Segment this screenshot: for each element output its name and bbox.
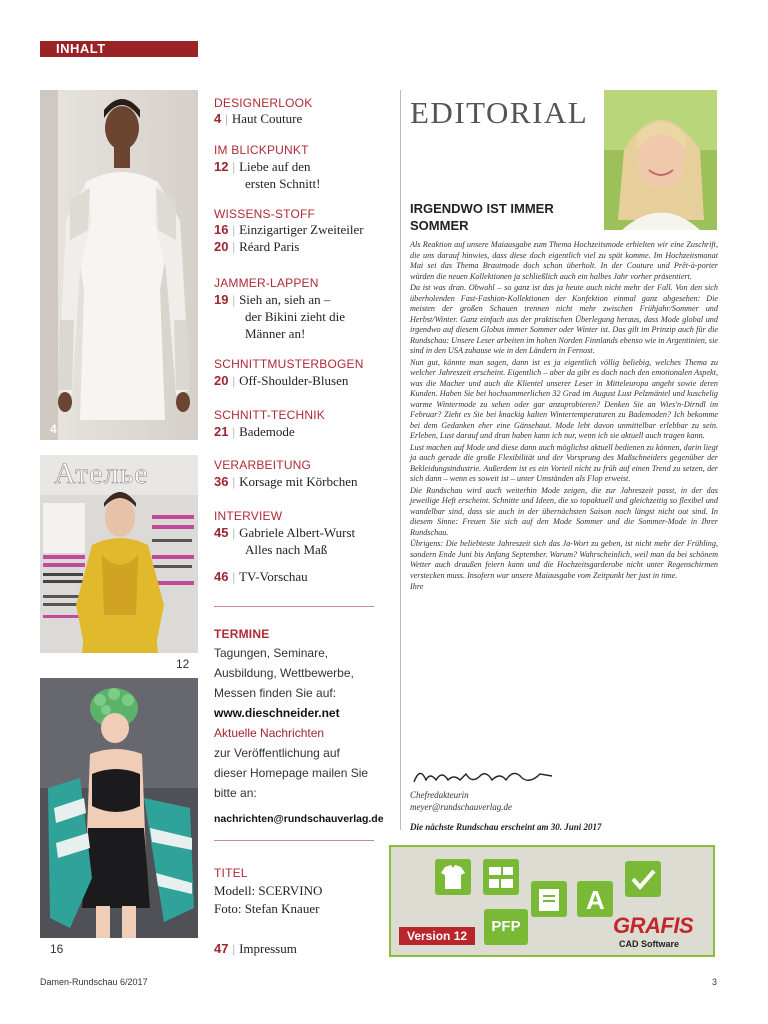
photo-magazine-cover [40, 455, 198, 653]
page-number: 3 [712, 977, 718, 987]
toc-page-number: 12 [214, 159, 229, 174]
editor-email[interactable]: meyer@rundschauverlag.de [410, 802, 513, 812]
editorial-title: EDITORIAL [410, 95, 589, 130]
section-label-wissens-stoff: WISSENS-STOFF [214, 207, 316, 221]
photo-caption: 4 [50, 422, 57, 436]
pattern-pieces-icon [483, 859, 519, 895]
toc-title-line2: Alles nach Maß [245, 542, 328, 557]
divider [214, 606, 374, 607]
editorial-headline: IRGENDWO IST IMMER SOMMER [410, 201, 554, 233]
news-heading: Aktuelle Nachrichten [214, 726, 325, 740]
photo-caption: 16 [50, 942, 64, 956]
titel-photo-credit: Foto: Stefan Knauer [214, 901, 320, 916]
letter-a-icon [577, 881, 613, 917]
editor-portrait [604, 90, 717, 230]
section-label-schnittmusterbogen: SCHNITTMUSTERBOGEN [214, 357, 364, 371]
toc-entry[interactable]: 20 | Off-Shoulder-Blusen [214, 373, 349, 388]
section-label-im-blickpunkt: IM BLICKPUNKT [214, 143, 309, 157]
next-issue-note: Die nächste Rundschau erscheint am 30. Juni 2017 [410, 822, 602, 832]
checkmark-icon [625, 861, 661, 897]
toc-page-number: 4 [214, 111, 222, 126]
editorial-paragraph: Als Reaktion auf unsere Maiausgabe zum Thema Hochzeitsmode erhielten wir eine Zuschrift, die uns darauf hinwies, dass diese doch eigentlich viel zu spät komme. Im Hochzeitsmonat Mai sei das Thema Brautmode doch schon überholt. In der Couture und Prêt-à-porter würden die neuen Kollektionen ja schließlich auch ein halbes Jahr vorher präsentiert. [410, 240, 718, 281]
version-badge: Version 12 [399, 927, 475, 945]
toc-title: Sieh an, sieh an – [239, 292, 331, 307]
grafis-logo: GRAFIS [613, 913, 694, 938]
toc-page-number: 19 [214, 292, 229, 307]
editorial-paragraph: Ihre [410, 582, 424, 591]
news-line: dieser Homepage mailen Sie [214, 766, 369, 780]
toc-page-number: 16 [214, 222, 229, 237]
toc-title: Einzigartiger Zweiteiler [239, 222, 364, 237]
editorial-body [410, 240, 718, 594]
editorial-paragraph: Übrigens: Die beliebteste Jahreszeit sich das Ja-Wort zu geben, ist nicht mehr der Frühling, sondern Ende Juni bis Anfang September. Warum? Wahrscheinlich, weil man da bei schönem Wetter auch draußen feiern kann und die Hochzeitsgarderobe nicht unter Regenschirmen verstecken muss. Insofern war unsere Maiausgabe vom Zeitpunkt her just in time. [410, 539, 718, 580]
photo-swimwear [40, 678, 198, 938]
termine-line: Tagungen, Seminare, [214, 646, 329, 660]
photo-caption: 12 [176, 657, 190, 671]
publication-footer: Damen-Rundschau 6/2017 [40, 977, 148, 987]
toc-page-number: 45 [214, 525, 229, 540]
toc-page-number: 20 [214, 373, 229, 388]
section-label-designerlook: DESIGNERLOOK [214, 96, 313, 110]
divider [214, 840, 374, 841]
toc-page-number: 46 [214, 569, 229, 584]
section-label-schnitt-technik: SCHNITT-TECHNIK [214, 408, 325, 422]
toc-entry[interactable]: 36 | Korsage mit Körbchen [214, 474, 358, 489]
toc-page-number: 47 [214, 941, 229, 956]
toc-page-number: 36 [214, 474, 229, 489]
toc-title-line2: der Bikini zieht die [245, 309, 346, 324]
toc-entry[interactable]: 47 | Impressum [214, 941, 297, 956]
news-line: zur Veröffentlichung auf [214, 746, 340, 760]
toc-title-line3: Männer an! [245, 326, 306, 341]
toc-title-line2: ersten Schnitt! [245, 176, 321, 191]
editorial-paragraph: Nun gut, könnte man sagen, dann ist es ja eigentlich völlig beliebig, welches Thema zu welcher Jahreszeit erscheint. Eigentlich – aber da gibt es doch noch den emotionalen Aspekt, was die Macher und auch die Klientel unserer Leser in Mitteleuropa angeht sowie deren Kunden. Haben Sie bei hochsommerlichen 32 Grad im August Lust Pelzmäntel und kuschelig warme Wintermode zu sehen oder gar anzuprobieren? Denken Sie an Wies'n-Dirndl im Februar? Zieht es Sie bei knackig kalten Wintertemperaturen zu Bademoden? Ich bekomme bei dem Gedanken eher eine Gänsehaut. Mode lebt davon unmittelbar erlebbar zu sein. Erleben, Lust darauf und dran haben kann ich nur, wenn ich sie aktuell auch tragen kann. [410, 357, 718, 440]
toc-title: Bademode [239, 424, 295, 439]
toc-title: TV-Vorschau [239, 569, 308, 584]
document-icon [531, 881, 567, 917]
toc-title: Off-Shoulder-Blusen [239, 373, 349, 388]
toc-entry[interactable]: 4 | Haut Couture [214, 111, 303, 126]
toc-page-number: 21 [214, 424, 229, 439]
grafis-tagline: CAD Software [619, 939, 680, 949]
toc-title: Haut Couture [231, 111, 303, 126]
svg-text:A: A [586, 885, 605, 915]
toc-entry[interactable]: 20 | Réard Paris [214, 239, 300, 254]
termine-line: Messen finden Sie auf: [214, 686, 337, 700]
shirt-icon [435, 859, 471, 895]
editorial-paragraph: Da ist was dran. Obwohl – so ganz ist das ja heute auch nicht mehr der Fall. Von den sich überholenden Fast-Fashion-Kollektionen der Konfektion einmal ganz abgesehen: Die meisten der großen Schauen trennen nicht mehr zwischen Frühjahr/Sommer und Herbst/Winter. Ganz einfach aus der praktischen Überlegung heraus, dass Mode global und irgendwo auf diesem Globus immer Sommer oder Winter ist. Das gilt im Prinzip auch für die Rundschau: Unsere Leser arbeiten im hohen Norden Finnlands ebenso wie in Argentinien, sie sind in den USA zuhause wie in den Ländern in Fernost. [410, 283, 718, 355]
section-label-jammer-lappen: JAMMER-LAPPEN [214, 276, 319, 290]
grafis-advertisement[interactable] [389, 845, 715, 957]
termine-heading: TERMINE [214, 627, 270, 641]
toc-page-number: 20 [214, 239, 229, 254]
toc-title: Gabriele Albert-Wurst [239, 525, 356, 540]
toc-title: Réard Paris [239, 239, 300, 254]
toc-entry[interactable]: 12 | Liebe auf den ersten Schnitt! [214, 159, 321, 191]
section-header-inhalt: INHALT [40, 41, 198, 57]
signature-block [410, 789, 512, 813]
termine-line: Ausbildung, Wettbewerbe, [214, 666, 354, 680]
pfp-badge: PFP [484, 909, 528, 945]
termine-text [214, 643, 389, 829]
toc-entry[interactable]: 21 | Bademode [214, 424, 295, 439]
toc-title: Korsage mit Körbchen [239, 474, 358, 489]
titel-model: Modell: SCERVINO [214, 883, 323, 898]
editorial-paragraph: Die Rundschau wird auch weiterhin Mode zeigen, die zur Jahreszeit passt, in der das jeweilige Heft erscheint. Schnitte und Ideen, die so topaktuell und gleichzeitig so flexibel und wandelbar sind, dass sie auch in der übernächsten Saison noch längst nicht out sind. In diesem Sinne: Freuen Sie sich auf den Mode Sommer und die Sommer-Mode in Ihrer Rundschau. [410, 485, 718, 537]
column-divider [400, 90, 401, 830]
toc-entry[interactable]: 45 | Gabriele Albert-Wurst Alles nach Maß [214, 525, 356, 557]
toc-entry[interactable]: 46 | TV-Vorschau [214, 569, 308, 584]
section-label-verarbeitung: VERARBEITUNG [214, 458, 312, 472]
toc-title: Impressum [239, 941, 297, 956]
editorial-paragraph: Lust machen auf Mode und diese dann auch möglichst aktuell bedienen zu können, darin liegt ja auch gerade die große Flexibilität und der Vorsprung des Maßschneiders gegenüber der Bekleidungsindustrie. Außerdem ist es ein Vorteil nicht zu früh auf einen Trend zu setzen, der sich dann – wenn es soweit ist – unter Umständen als Flop erweist. [410, 442, 718, 483]
toc-entry[interactable]: 16 | Einzigartiger Zweiteiler [214, 222, 364, 237]
email-link[interactable]: nachrichten@rundschauverlag.de [214, 813, 384, 825]
titel-heading: TITEL [214, 866, 248, 880]
photo-white-dress [40, 90, 198, 440]
website-link[interactable]: www.dieschneider.net [214, 706, 340, 720]
toc-entry[interactable]: 19 | Sieh an, sieh an – der Bikini zieht die Männer an! [214, 292, 346, 341]
news-line: bitte an: [214, 786, 257, 800]
section-label-interview: INTERVIEW [214, 509, 283, 523]
toc-title: Liebe auf den [239, 159, 311, 174]
editor-role: Chefredakteurin [410, 790, 469, 800]
magazine-title: Ателье [54, 457, 149, 490]
